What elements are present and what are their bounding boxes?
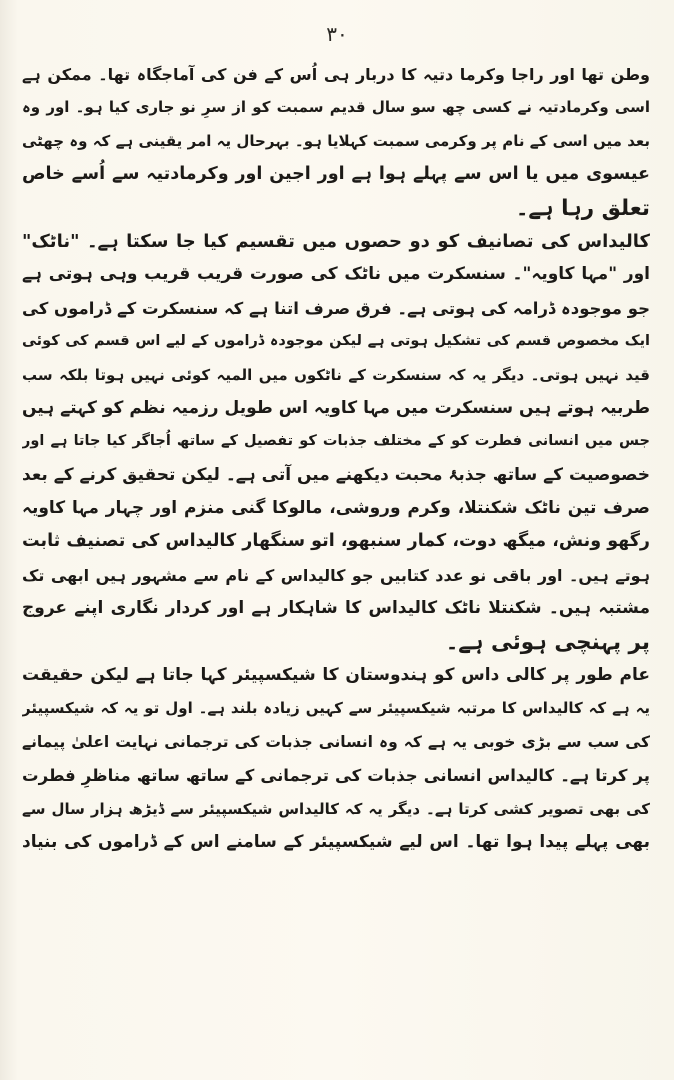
paragraph-3 <box>22 659 650 859</box>
text-line: ہوتے ہیں۔ اور باقی نو عدد کتابیں جو کالیداس کے نام سے مشہور ہیں ابھی تک <box>22 565 650 585</box>
text-line: ایک مخصوص قسم کی تشکیل ہوتی ہے لیکن موجودہ ڈراموں کے لیے اس قسم کی کوئی <box>22 333 650 350</box>
text-line: رگھو ونش، میگھ دوت، کمار سنبھو، اتو سنگھار کالیداس کی تصنیف ثابت <box>22 531 650 552</box>
text-line: وطن تھا اور راجا وکرما دتیہ کا دربار ہی اُس کے فن کی آماجگاہ تھا۔ ممکن ہے <box>22 65 650 84</box>
text-line: قید نہیں ہوتی۔ دیگر یہ کہ سنسکرت کے ناٹکوں میں المیہ کوئی نہیں ہوتا بلکہ سب <box>22 365 650 384</box>
text-line: کی سب سے بڑی خوبی یہ ہے کہ وہ انسانی جذبات کی ترجمانی نہایت اعلیٰ پیمانے <box>22 732 650 751</box>
text-line: جس میں انسانی فطرت کو کے مختلف جذبات کو تفصیل کے ساتھ اُجاگر کیا جاتا ہے اور <box>22 433 650 450</box>
text-line: عام طور پر کالی داس کو ہندوستان کا شیکسپیئر کہا جاتا ہے لیکن حقیقت <box>22 665 650 686</box>
text-line: جو موجودہ ڈرامہ کی ہوتی ہے۔ فرق صرف اتنا ہے کہ سنسکرت کے ڈراموں کی <box>22 298 650 318</box>
text-line: بھی پہلے پیدا ہوا تھا۔ اس لیے شیکسپیئر کے سامنے اس کے ڈراموں کی بنیاد <box>22 831 650 852</box>
text-line: عیسوی میں یا اس سے پہلے ہوا ہے اور اجین اور وکرمادتیہ سے اُسے خاص <box>22 164 650 185</box>
text-line: تعلق رہا ہے۔ <box>515 195 650 221</box>
text-line: اور "مہا کاویہ"۔ سنسکرت میں ناٹک کی صورت قریب قریب وہی ہوتی ہے <box>22 264 650 285</box>
body-text <box>22 58 650 859</box>
text-line: پر پہنچی ہوئی ہے۔ <box>445 629 650 655</box>
text-line: خصوصیت کے ساتھ جذبۂ محبت دیکھنے میں آتی ہے۔ لیکن تحقیق کرنے کے بعد <box>22 464 650 485</box>
paragraph-2 <box>22 225 650 659</box>
text-line: مشتبہ ہیں۔ شکنتلا ناٹک کالیداس کا شاہکار ہے اور کردار نگاری اپنے عروج <box>22 598 650 619</box>
page-number: ۳۰ <box>326 22 348 46</box>
text-line: طربیہ ہوتے ہیں سنسکرت میں مہا کاویہ اس طویل رزمیہ نظم کو کہتے ہیں <box>22 397 650 418</box>
text-line: اسی وکرمادتیہ نے کسی چھ سو سال قدیم سمبت کو از سرِ نو جاری کیا ہو۔ اور وہ <box>22 98 650 117</box>
paragraph-1 <box>22 58 650 225</box>
text-line: کالیداس کی تصانیف کو دو حصوں میں تقسیم کیا جا سکتا ہے۔ "ناٹک" <box>22 230 650 252</box>
text-line: صرف تین ناٹک شکنتلا، وکرم وروشی، مالوکا گنی منزم اور چہار مہا کاویہ <box>22 498 650 519</box>
text-line: پر کرتا ہے۔ کالیداس انسانی جذبات کی ترجمانی کے ساتھ ساتھ مناظرِ فطرت <box>22 766 650 786</box>
text-line: بعد میں اسی کے نام پر وکرمی سمبت کہلایا ہو۔ بہرحال یہ امر یقینی ہے کہ وہ چھٹی <box>22 131 650 150</box>
text-line: کی بھی تصویر کشی کرتا ہے۔ دیگر یہ کہ کالیداس شیکسپیئر سے ڈیڑھ ہزار سال سے <box>22 799 650 818</box>
text-line: یہ ہے کہ کالیداس کا مرتبہ شیکسپیئر سے کہیں زیادہ بلند ہے۔ اول تو یہ کہ شیکسپیئر <box>22 699 650 718</box>
